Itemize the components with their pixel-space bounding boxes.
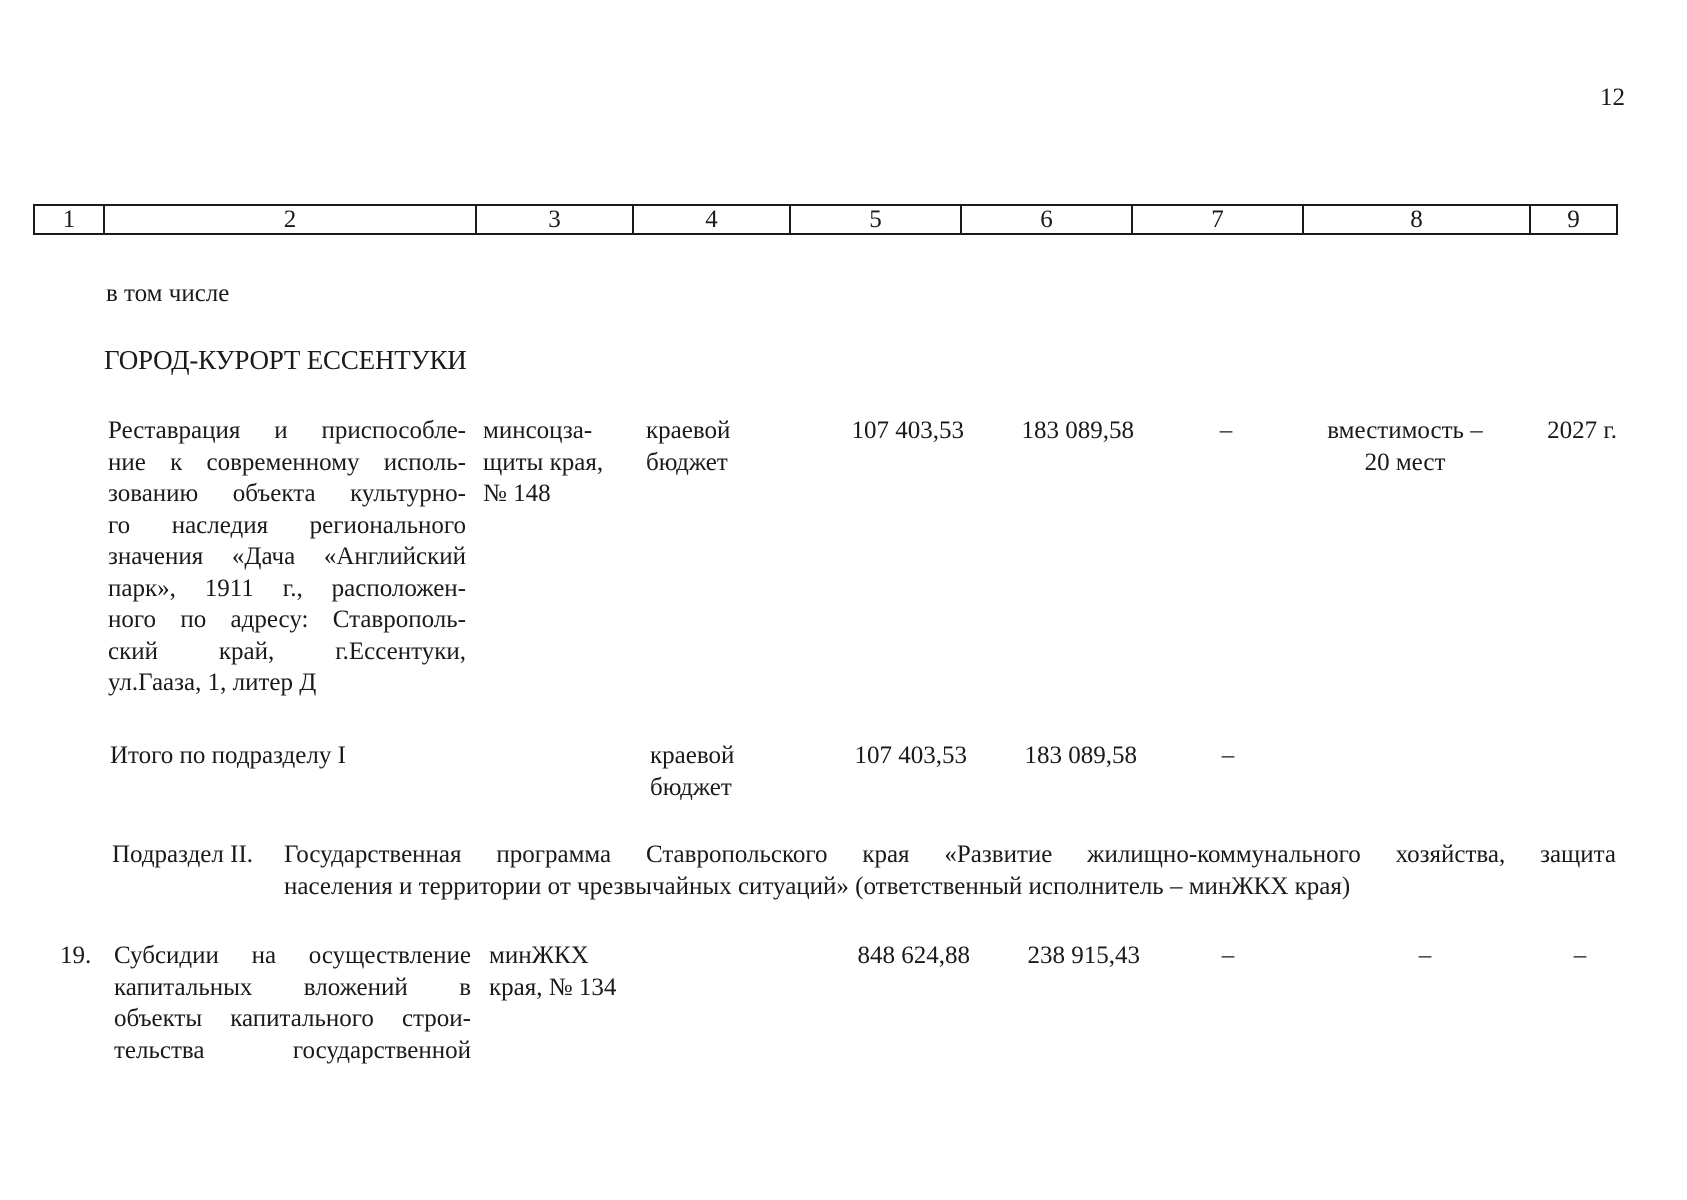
source-line: бюджет (646, 448, 728, 476)
capacity-line: 20 мест (1364, 448, 1446, 476)
restoration-col6-value: 183 089,58 (1021, 417, 1134, 444)
customer-line: № 148 (483, 480, 551, 507)
restoration-funding-source (646, 415, 756, 478)
description-line: тельства государственной (114, 1036, 471, 1064)
subtotal-col6-value: 183 089,58 (1024, 742, 1137, 769)
column-number-cell: 9 (1530, 205, 1617, 234)
customer-line: щиты края, (483, 448, 604, 476)
subsection-title-line: населения и территории от чрезвычайных ситуаций» (ответственный исполнитель – минЖКХ края) (284, 872, 1351, 900)
subtotal-funding-source (650, 740, 760, 803)
column-number-cell: 5 (790, 205, 961, 234)
customer-line: минЖКХ (489, 942, 589, 969)
subtotal-col7-value: – (1221, 742, 1235, 769)
description-line: парк», 1911 г., расположен- (108, 574, 466, 602)
restoration-col8-value (1310, 415, 1500, 478)
description-line: ул.Гааза, 1, литер Д (108, 669, 317, 696)
description-line: ного по адресу: Ставрополь- (108, 606, 466, 633)
description-line: капитальных вложений в (114, 973, 471, 1001)
page-number: 12 (1600, 84, 1625, 111)
description-line: значения «Дача «Английский (108, 543, 466, 570)
row19-description (114, 940, 471, 1066)
customer-line: края, № 134 (489, 973, 617, 1001)
source-line: бюджет (650, 773, 732, 801)
city-heading: ГОРОД-КУРОРТ ЕССЕНТУКИ (104, 345, 467, 375)
column-number-cell: 1 (34, 205, 104, 234)
row19-col9-value: – (1573, 942, 1587, 969)
column-number-cell: 6 (961, 205, 1132, 234)
intro-label: в том числе (106, 280, 230, 307)
row19-col6-value: 238 915,43 (1027, 942, 1140, 969)
restoration-col5-value: 107 403,53 (851, 417, 964, 444)
row-number: 19. (60, 942, 92, 969)
source-line: краевой (646, 417, 731, 444)
source-line: краевой (650, 742, 735, 769)
description-line: ский край, г.Ессентуки, (108, 637, 466, 665)
customer-line: минсоцза- (483, 417, 593, 444)
subsection-prefix: Подраздел II. (112, 841, 254, 868)
row19-col7-value: – (1221, 942, 1235, 969)
row19-customer (489, 940, 639, 1003)
column-number-cell: 7 (1132, 205, 1303, 234)
description-line: Реставрация и приспособле- (108, 417, 466, 444)
subtotal-label: Итого по подразделу I (110, 742, 346, 769)
row19-col5-value: 848 624,88 (857, 942, 970, 969)
column-number-row (34, 205, 1617, 234)
description-line: ние к современному исполь- (108, 448, 466, 476)
column-number-cell: 8 (1303, 205, 1530, 234)
column-number-cell: 3 (476, 205, 633, 234)
description-line: го наследия регионального (108, 511, 466, 539)
restoration-col9-value: 2027 г. (1547, 417, 1617, 444)
subtotal-col5-value: 107 403,53 (854, 742, 967, 769)
subsection-title-line: Государственная программа Ставропольского края «Развитие жилищно-коммунального хозяйства, защита (284, 841, 1616, 868)
description-line: зованию объекта культурно- (108, 480, 466, 507)
row19-col8-value: – (1418, 942, 1432, 969)
column-number-cell: 2 (104, 205, 476, 234)
subsection-title (284, 839, 1616, 902)
restoration-description (108, 415, 466, 699)
description-line: Субсидии на осуществление (114, 942, 471, 969)
restoration-customer (483, 415, 633, 510)
description-line: объекты капитального строи- (114, 1005, 471, 1032)
column-number-cell: 4 (633, 205, 790, 234)
restoration-col7-value: – (1219, 417, 1233, 444)
capacity-line: вместимость – (1327, 417, 1483, 444)
column-number-header (33, 204, 1618, 235)
